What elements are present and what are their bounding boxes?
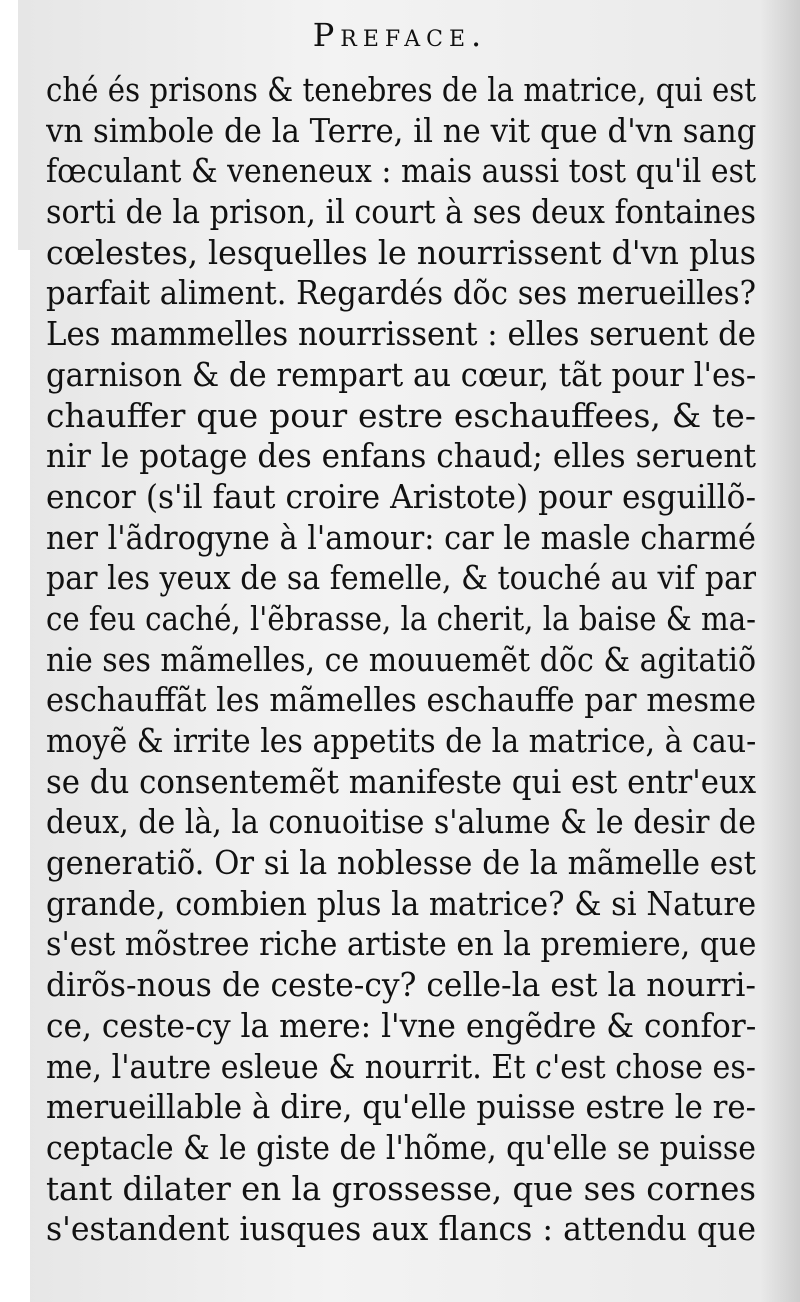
text-line: merueillable à dire, qu'elle puisse estre le re- — [46, 1087, 756, 1127]
text-line: parfait aliment. Regardés dõc ses merueilles? — [46, 273, 756, 313]
text-line: eschauffãt les mãmelles eschauffe par mesme — [46, 680, 756, 720]
page-edge-shadow — [760, 0, 800, 1302]
page-margin-cutout — [0, 250, 30, 1302]
text-line: grande, combien plus la matrice? & si Nature — [46, 883, 756, 923]
text-line: Les mammelles nourrissent : elles seruent de — [46, 314, 756, 354]
text-line: cœlestes, lesquelles le nourrissent d'vn plus — [46, 232, 756, 272]
text-line: garnison & de rempart au cœur, tãt pour l'es- — [46, 354, 756, 394]
text-line: vn simbole de la Terre, il ne vit que d'vn sang — [46, 110, 756, 150]
text-line: sorti de la prison, il court à ses deux fontaines — [46, 192, 756, 232]
text-line: deux, de là, la conuoitise s'alume & le desir de — [46, 802, 756, 842]
text-line: s'est mõstree riche artiste en la premiere, que — [46, 924, 756, 964]
text-line: ce feu caché, l'ẽbrasse, la cherit, la baise & ma- — [46, 598, 756, 638]
text-line: fœculant & veneneux : mais aussi tost qu'il est — [46, 151, 756, 191]
text-line: se du consentemẽt manifeste qui est entr'eux — [46, 761, 756, 801]
text-line: ceptacle & le giste de l'hõme, qu'elle se puisse — [46, 1127, 756, 1167]
text-line: ce, ceste-cy la mere: l'vne engẽdre & confor- — [46, 1005, 756, 1045]
text-line: moyẽ & irrite les appetits de la matrice, à cau- — [46, 721, 756, 760]
text-line: nie ses mãmelles, ce mouuemẽt dõc & agitatiõ — [46, 639, 756, 679]
text-line: ché és prisons & tenebres de la matrice, qui est — [46, 70, 756, 109]
text-line: encor (s'il faut croire Aristote) pour esguillõ- — [46, 476, 756, 516]
text-line: nir le potage des enfans chaud; elles seruent — [46, 436, 756, 476]
text-line: chauffer que pour estre eschauffees, & te- — [46, 395, 756, 435]
text-line: s'estandent iusques aux flancs : attendu que — [46, 1209, 756, 1249]
text-line: par les yeux de sa femelle, & touché au vif par — [46, 558, 756, 598]
text-line: tant dilater en la grossesse, que ses cornes — [46, 1168, 756, 1208]
running-header: Preface. — [312, 16, 488, 54]
body-text — [46, 70, 756, 1250]
text-line: me, l'autre esleue & nourrit. Et c'est chose es- — [46, 1046, 756, 1086]
text-line: ner l'ãdrogyne à l'amour: car le masle charmé — [46, 517, 756, 557]
text-line: dirõs-nous de ceste-cy? celle-la est la nourri- — [46, 965, 756, 1005]
text-line: generatiõ. Or si la noblesse de la mãmelle est — [46, 843, 756, 883]
